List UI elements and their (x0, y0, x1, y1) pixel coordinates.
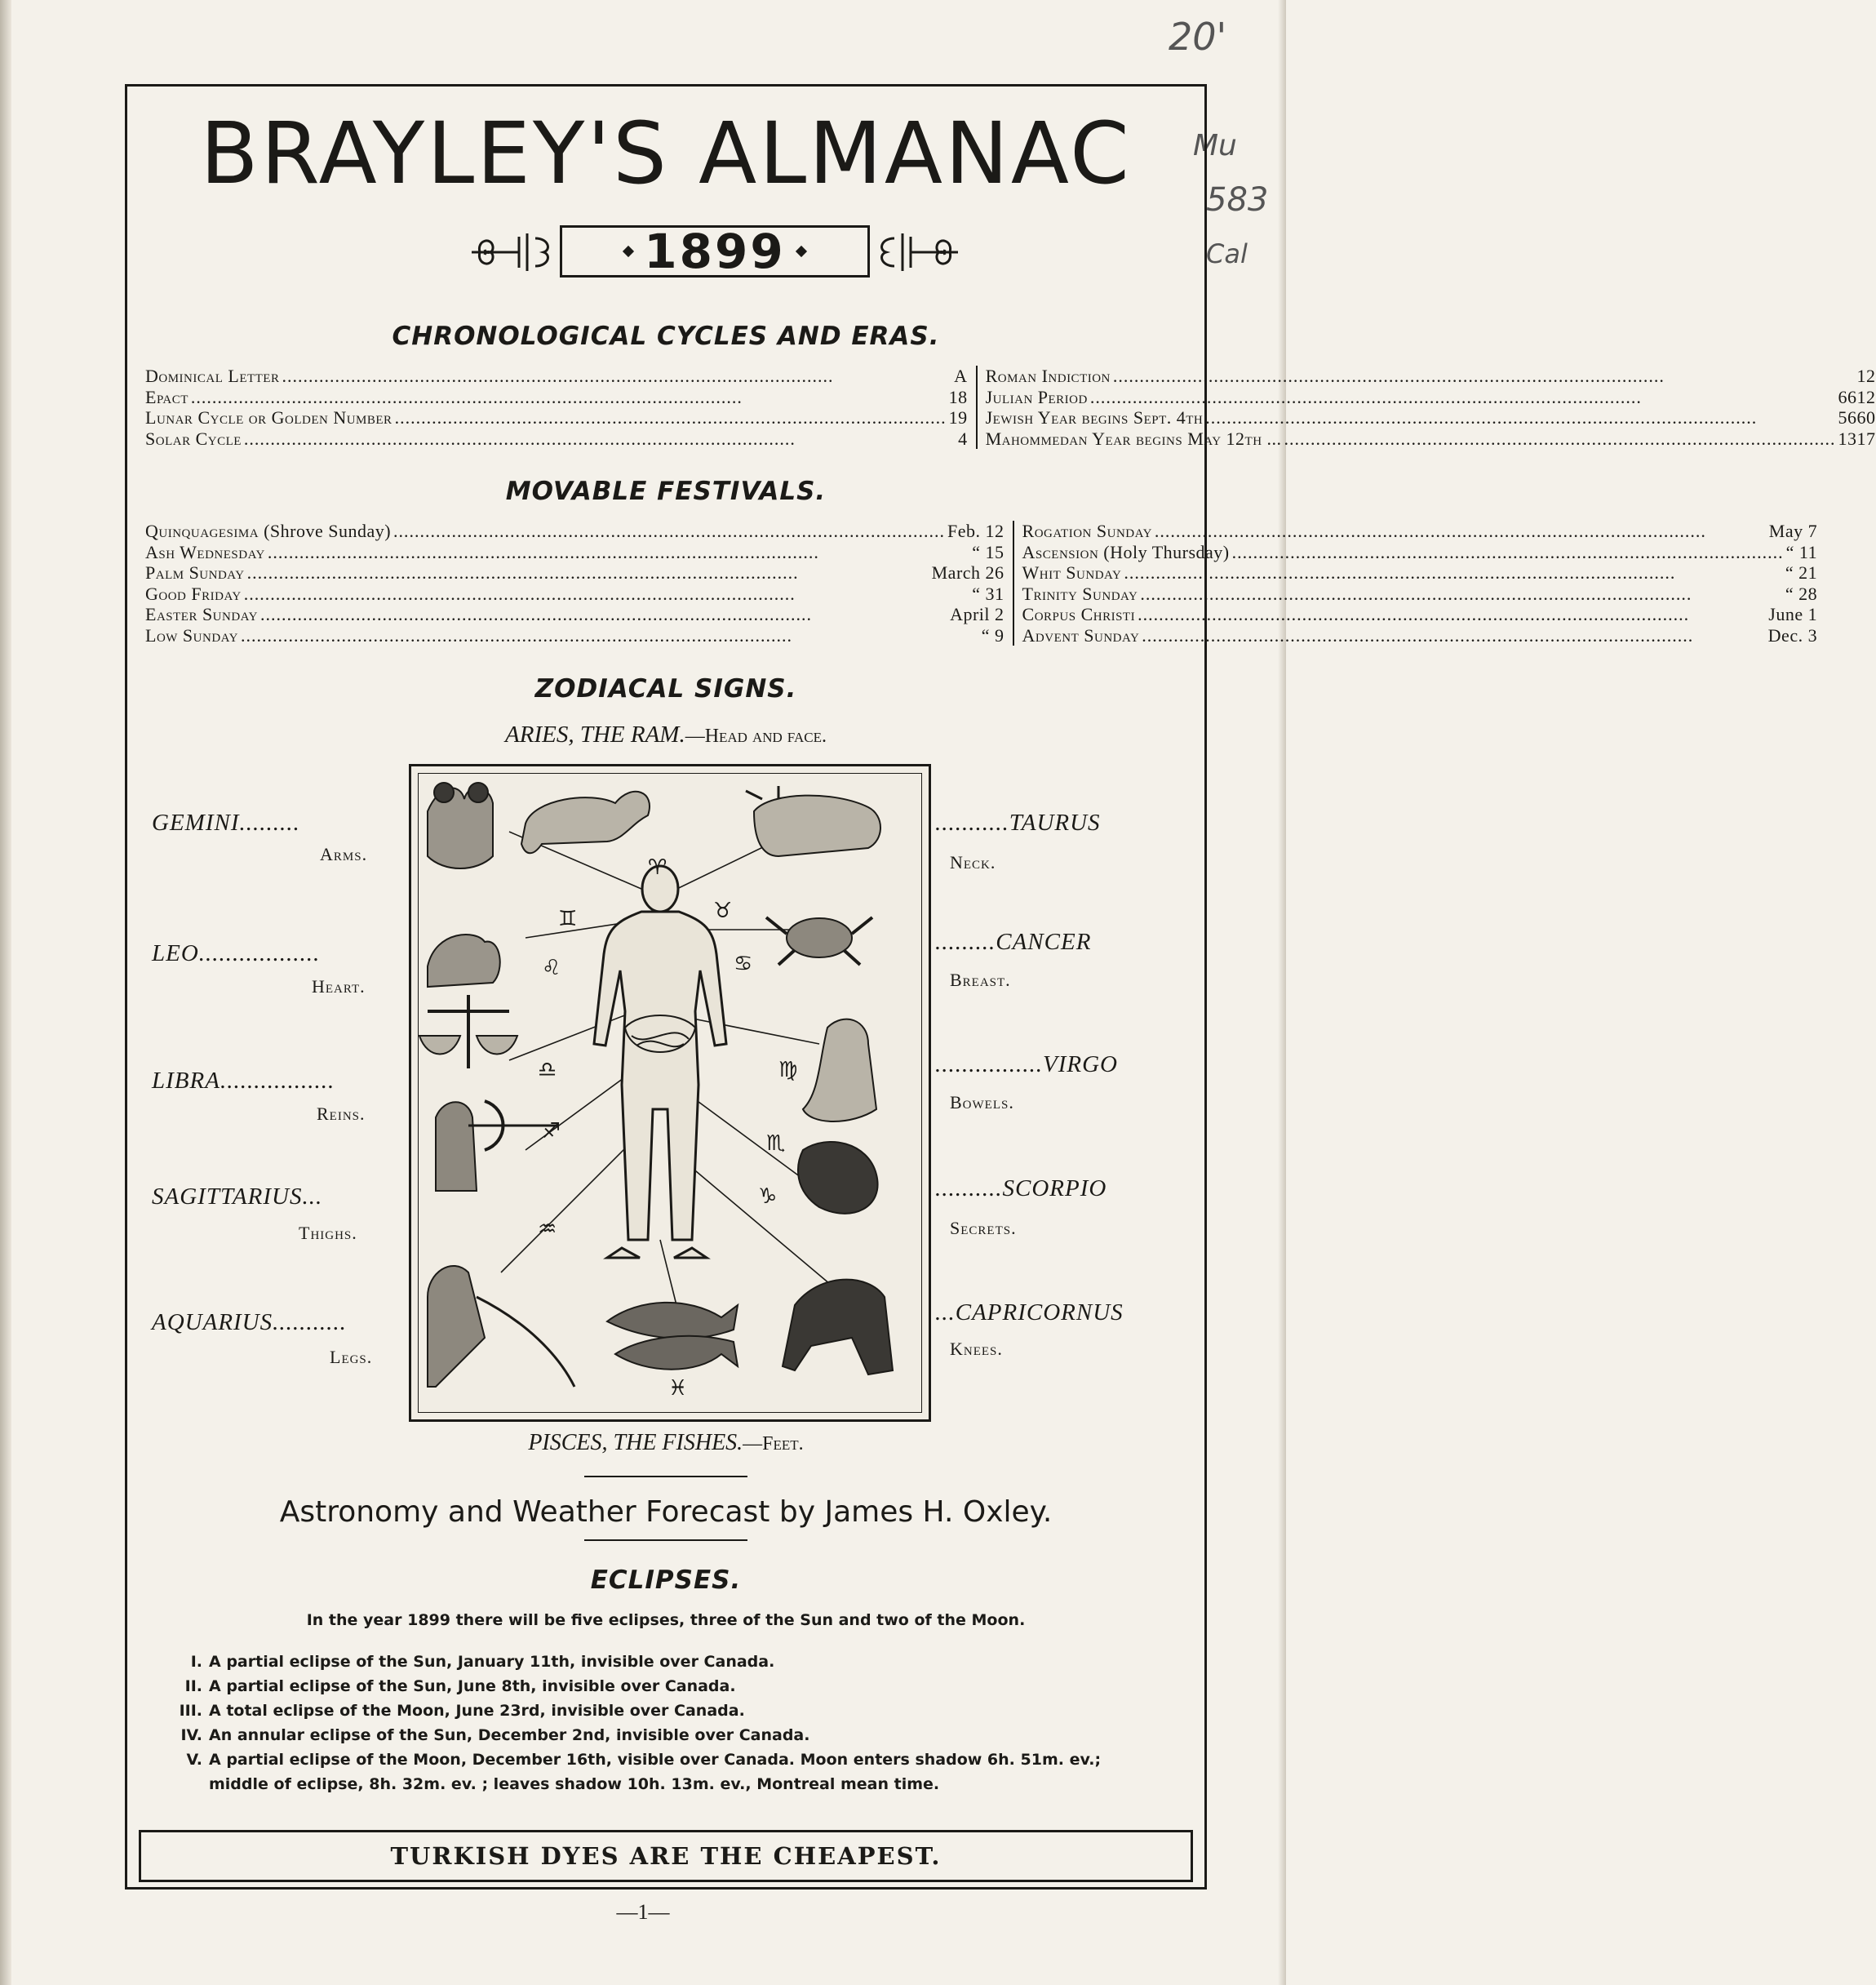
svg-text:♋: ♋ (734, 952, 753, 976)
svg-text:♏: ♏ (766, 1131, 786, 1156)
astronomy-heading: Astronomy and Weather Forecast by James H. Oxley. (279, 1495, 1053, 1529)
right-scroll-ornament-icon (870, 229, 960, 276)
table-row: Easter Sunday ..... April 2 (145, 604, 1005, 625)
zodiac-right-scorpio-part: Secrets. (950, 1218, 1017, 1238)
svg-text:♎: ♎ (538, 1058, 557, 1082)
zodiac-left-sagittarius-part: Thighs. (299, 1223, 357, 1243)
page-right-edge (1278, 0, 1286, 1985)
table-row: Rogation Sunday ..... May 7 (1022, 521, 1818, 542)
zodiac-left-leo: LEO.................. (152, 940, 321, 966)
table-row: Ash Wednesday ..... “ 15 (145, 542, 1005, 563)
table-row: Trinity Sunday ..... “ 28 (1022, 584, 1818, 605)
footer-advertisement: TURKISH DYES ARE THE CHEAPEST. (139, 1830, 1193, 1882)
zodiac-left-leo-part: Heart. (312, 976, 366, 997)
movable-table (145, 521, 1818, 646)
table-row: Roman Indiction ..... 12 (986, 366, 1876, 387)
table-row: Whit Sunday ..... “ 21 (1022, 562, 1818, 584)
table-row: Julian Period ..... 6612 (986, 387, 1876, 408)
chronological-left-column (145, 366, 978, 449)
chronological-table (145, 366, 1876, 449)
zodiac-left-gemini: GEMINI......... (152, 810, 300, 836)
zodiac-right-capricornus: ...CAPRICORNUS (935, 1299, 1124, 1326)
table-row: Low Sunday ..... “ 9 (145, 625, 1005, 646)
svg-text:♉: ♉ (713, 899, 733, 923)
svg-text:♊: ♊ (558, 907, 578, 931)
eclipse-list (145, 1650, 1190, 1796)
list-item: III. A total eclipse of the Moon, June 23rd, invisible over Canada. (179, 1702, 745, 1720)
table-row: Corpus Christi ..... June 1 (1022, 604, 1818, 625)
list-item: IV. An annular eclipse of the Sun, December 2nd, invisible over Canada. (180, 1726, 810, 1744)
table-row: Lunar Cycle or Golden Number ..... 19 (145, 407, 968, 429)
zodiac-left-gemini-part: Arms. (320, 844, 368, 864)
movable-heading: MOVABLE FESTIVALS. (505, 477, 827, 506)
margin-note-2: Mu (1193, 129, 1237, 162)
table-row: Advent Sunday ..... Dec. 3 (1022, 625, 1818, 646)
pisces-caption: PISCES, THE FISHES.—Feet. (528, 1430, 804, 1455)
svg-text:♑: ♑ (758, 1184, 778, 1209)
margin-note-4: Cal (1206, 238, 1248, 269)
left-scroll-ornament-icon (470, 229, 560, 276)
eclipses-intro: In the year 1899 there will be five eclipses, three of the Sun and two of the Moon. (306, 1611, 1026, 1629)
svg-text:♌: ♌ (542, 956, 561, 980)
year-text: 1899 (644, 224, 786, 279)
margin-note-3: 583 (1206, 181, 1269, 219)
zodiac-left-aquarius: AQUARIUS........... (152, 1309, 347, 1335)
svg-text:♈: ♈ (648, 855, 667, 880)
divider (584, 1476, 747, 1477)
year-ornament (470, 220, 960, 287)
zodiac-right-taurus-part: Neck. (950, 852, 996, 873)
table-row: Ascension (Holy Thursday) ..... “ 11 (1022, 542, 1818, 563)
zodiac-figure (409, 764, 931, 1422)
svg-text:♍: ♍ (778, 1058, 798, 1082)
almanac-title: BRAYLEY'S ALMANAC (200, 104, 1132, 203)
list-item: V. A partial eclipse of the Moon, December 16th, visible over Canada. Moon enters shadow 6h. 51m. ev.; (186, 1751, 1102, 1769)
table-row: Palm Sunday ..... March 26 (145, 562, 1005, 584)
chronological-heading: CHRONOLOGICAL CYCLES AND ERAS. (392, 322, 940, 351)
list-item-continuation: middle of eclipse, 8h. 32m. ev. ; leaves shadow 10h. 13m. ev., Montreal mean time. (209, 1775, 940, 1793)
zodiac-right-scorpio: ..........SCORPIO (935, 1175, 1107, 1201)
page-number: —1— (616, 1900, 670, 1924)
margin-note-1: 20' (1169, 15, 1227, 59)
svg-text:♒: ♒ (538, 1217, 557, 1241)
table-row: Epact ..... 18 (145, 387, 968, 408)
zodiac-heading: ZODIACAL SIGNS. (534, 674, 797, 704)
movable-left-column (145, 521, 1014, 646)
eclipses-heading: ECLIPSES. (590, 1565, 742, 1595)
table-row: Dominical Letter ..... A (145, 366, 968, 387)
zodiac-man-illustration (411, 766, 929, 1419)
list-item: II. A partial eclipse of the Sun, June 8th, invisible over Canada. (184, 1677, 736, 1695)
svg-text:♓: ♓ (668, 1376, 688, 1401)
zodiac-left-libra-part: Reins. (317, 1104, 366, 1124)
diamond-icon (623, 246, 634, 257)
table-row: Solar Cycle ..... 4 (145, 429, 968, 450)
table-row: Quinquagesima (Shrove Sunday) ..... Feb. 12 (145, 521, 1005, 542)
zodiac-right-virgo: ................VIRGO (935, 1051, 1118, 1077)
divider (584, 1539, 747, 1541)
chronological-right-column (978, 366, 1876, 449)
zodiac-left-sagittarius: SAGITTARIUS... (152, 1183, 323, 1210)
year-box (560, 225, 870, 278)
table-row: Mahommedan Year begins May 12th ... ..... 1317 (986, 429, 1876, 450)
zodiac-right-cancer-part: Breast. (950, 970, 1011, 990)
zodiac-left-libra: LIBRA................. (152, 1068, 335, 1094)
list-item: I. A partial eclipse of the Sun, January 11th, invisible over Canada. (190, 1653, 775, 1671)
zodiac-right-taurus: ...........TAURUS (935, 810, 1101, 836)
diamond-icon (796, 246, 807, 257)
table-row: Good Friday ..... “ 31 (145, 584, 1005, 605)
aries-caption: ARIES, THE RAM.—Head and face. (505, 722, 827, 748)
zodiac-left-aquarius-part: Legs. (330, 1347, 373, 1367)
svg-text:♐: ♐ (542, 1119, 561, 1143)
zodiac-right-virgo-part: Bowels. (950, 1092, 1014, 1112)
page-binding-edge (0, 0, 11, 1985)
zodiac-right-cancer: .........CANCER (935, 929, 1092, 955)
movable-right-column (1014, 521, 1818, 646)
zodiac-right-capricornus-part: Knees. (950, 1339, 1003, 1359)
table-row: Jewish Year begins Sept. 4th ..... 5660 (986, 407, 1876, 429)
